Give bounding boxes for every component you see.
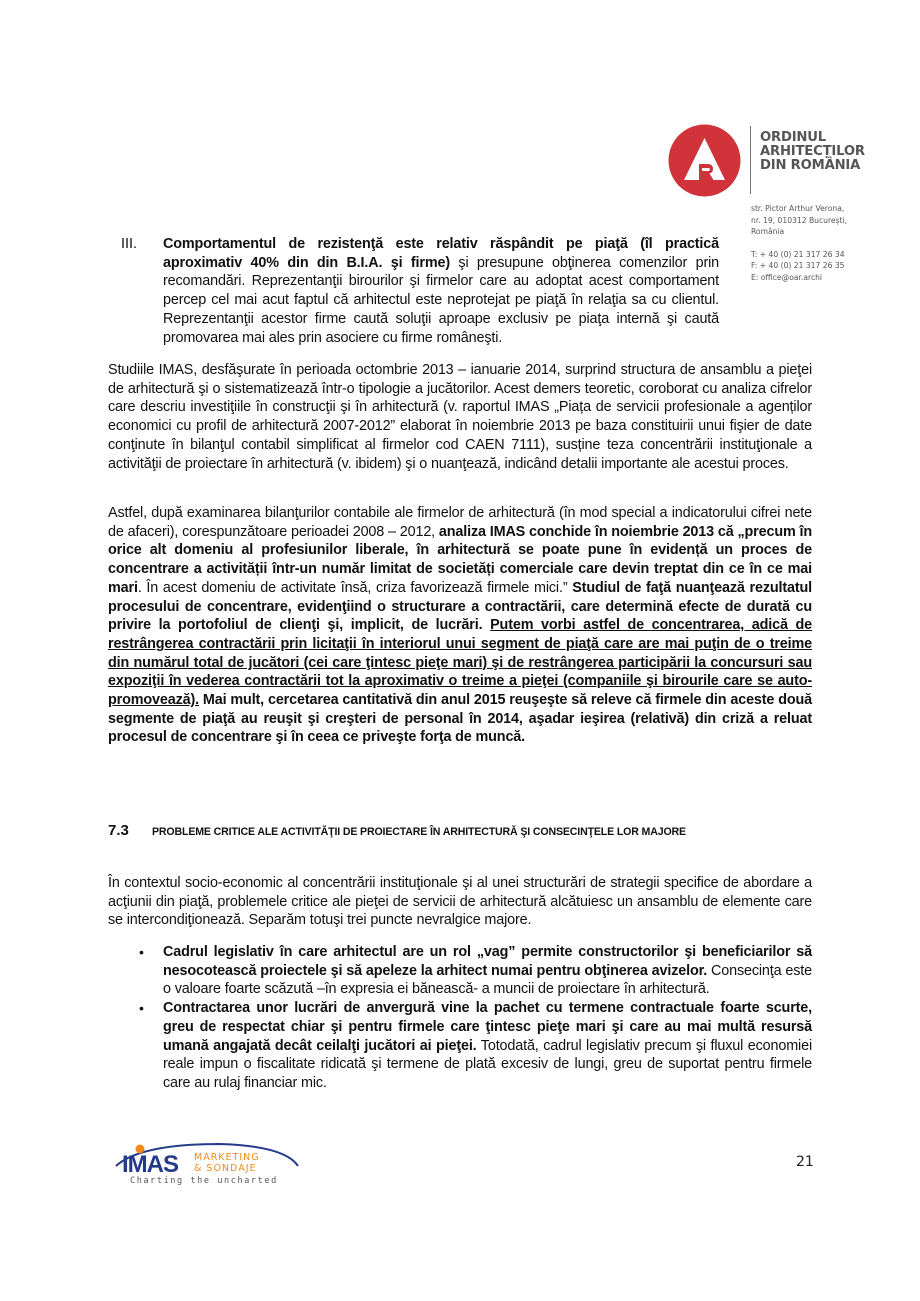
list-item-iii	[163, 235, 719, 347]
item-iii-bold: Comportamentul de rezistenţă este relativ răspândit pe piaţă (îl practică aproximativ 40% din din B.I.A. şi firme)	[163, 236, 719, 271]
bullet-icon: •	[139, 944, 144, 960]
org-name-line: ARHITECȚILOR	[760, 144, 865, 159]
bullet-bold: Contractarea unor lucrări de anvergură vine la pachet cu termene contractuale foarte scurte, greu de respectat chiar şi pentru firmele care ţintesc pieţe mari şi care au mai multă resursă umană angajată decât ceilalţi jucători ai pieţei.	[163, 1000, 812, 1054]
para2-closing: Mai mult, cercetarea cantitativă din anul 2015 reuşeşte să releve că firmele din aceste două segmente de piaţă au reuşit şi creşteri de personal în 2014, aşadar ieşirea (relativă) din criză a reluat procesul de concentrare şi în ceea ce priveşte forţa de muncă.	[108, 692, 812, 746]
paragraph-analysis	[108, 504, 812, 747]
list-item-label: III.	[121, 236, 137, 252]
para2-intro: Astfel, după examinarea bilanţurilor contabile ale firmelor de arhitectură (în mod special a indicatorului cifrei nete de afaceri), corespunzătoare perioadei 2008 – 2012,	[108, 505, 812, 540]
imas-logo-tagline: Charting the uncharted	[130, 1176, 278, 1186]
fax-line: F: + 40 (0) 21 317 26 35	[751, 261, 845, 271]
para2-bold-study: Studiul de faţă nuanţează rezultatul procesului de concentrare, evidenţiind o structurare a contractării, care determină efecte de durată cu privire la portofoliul de clienţi şi, implicit, de lucrări.	[108, 579, 812, 634]
org-address	[751, 203, 847, 284]
oar-logo-icon	[668, 124, 741, 197]
page-number: 21	[796, 1154, 814, 1170]
org-name	[760, 131, 865, 173]
para2-bold-quote: analiza IMAS conchide în noiembrie 2013 că „precum în orice alt domeniu al profesiunilor liberale, în arhitectură se poate pune în evidență un proces de concentrare a activității într-un număr limitat de societăți comerciale care devin treptat din ce în ce mai mari	[108, 523, 812, 596]
bullet-text: Consecinţa este o valoare foarte scăzută –în expresia ei bănească- a muncii de proiectare în arhitectură.	[163, 962, 812, 998]
bullet-bold: Cadrul legislativ în care arhitectul are un rol „vag” permite constructorilor şi beneficiarilor să nesocotească proiectele şi să apeleze la arhitect numai pentru obţinerea avizelor.	[163, 944, 812, 979]
paragraph-imas-studies: Studiile IMAS, desfăşurate în perioada octombrie 2013 – ianuarie 2014, surprind structura de ansamblu a pieţei de arhitectură şi o sistematizează într-o tipologie a jucătorilor. Acest demers teoretic, coroborat cu analiza cifrelor care descriu investiţiile în construcţii şi în arhitectură (v. raportul IMAS „Piața de servicii profesionale a agenților economici cu profil de arhitectură 2007-2012” elaborat în noiembrie 2013 pe baza constituirii unui fişier de date conţinute în bilanţul contabil simplificat al firmelor cod CAEN 7111), susține teza concentrării instituţionale a activităţii de proiectare în arhitectură (v. ibidem) şi o nuanţează, indicând detalii importante ale acestui proces.	[108, 362, 812, 472]
para2-quote-rest: . În acest domeniu de activitate însă, criza favorizează firmele mici.”	[137, 579, 573, 596]
bullet-item	[108, 999, 812, 1093]
org-name-line: DIN ROMÂNIA	[760, 158, 861, 173]
paragraph-context: În contextul socio-economic al concentrării instituţionale şi al unei structurări de strategii specifice de abordare a acţiunii din piaţă, problemele critice ale pieţei de servicii de arhitectură alcătuiesc un ansamblu de elemente care se intercondiţionează. Separăm totuşi trei puncte nevralgice majore.	[108, 875, 812, 929]
address-line: nr. 19, 010312 București,	[751, 215, 848, 225]
imas-logo-sub2: & SONDAJE	[194, 1163, 257, 1174]
imas-logo-main: IMAS	[122, 1151, 178, 1178]
section-heading	[108, 822, 812, 840]
bullet-text: Totodată, cadrul legislativ precum şi fluxul economiei reale impun o fiscalitate ridicată şi termene de plată excesiv de lungi, greu de suportat pentru firmele care au rulaj financiar mic.	[163, 1037, 812, 1091]
org-name-line: ORDINUL	[760, 130, 826, 145]
bullet-icon: •	[139, 1000, 144, 1017]
email-line: E: office@oar.archi	[751, 272, 823, 282]
bullet-list	[108, 943, 812, 1093]
imas-logo-sub1: MARKETING	[194, 1152, 260, 1163]
phone-line: T: + 40 (0) 21 317 26 34	[751, 249, 845, 259]
section-title: PROBLEME CRITICE ALE ACTIVITĂŢII DE PROIECTARE ÎN ARHITECTURĂ ŞI CONSECINŢELE LOR MAJORE	[152, 826, 686, 838]
imas-logo	[110, 1136, 310, 1192]
section-number: 7.3	[108, 822, 129, 839]
address-line: România	[751, 227, 785, 237]
address-line: str. Pictor Arthur Verona,	[751, 204, 845, 213]
bullet-item	[108, 943, 812, 999]
item-iii-text: şi presupune obţinerea comenzilor prin recomandări. Reprezentanţii birourilor şi firmelor care au adoptat acest comportament percep cel mai acut faptul că arhitectul este neprotejat pe piaţă în relaţia sa cu clientul. Reprezentanţii acestor firme caută soluţii aproape exclusiv pe piaţa internă şi caută promovarea mai ales prin asociere cu firme româneşti.	[163, 254, 719, 346]
para2-underlined: Putem vorbi astfel de concentrarea, adică de restrângerea contractării prin licitaţii în interiorul unui segment de piaţă care are mai puţin de o treime din numărul total de jucători (cei care ţintesc pieţe mari) şi de restrângerea participării la concursuri sau expoziţii în vederea contractării tot la aproximativ o treime a pieţei (companiile şi birourile care se auto-promovează).	[108, 617, 812, 709]
header-divider	[750, 126, 751, 194]
